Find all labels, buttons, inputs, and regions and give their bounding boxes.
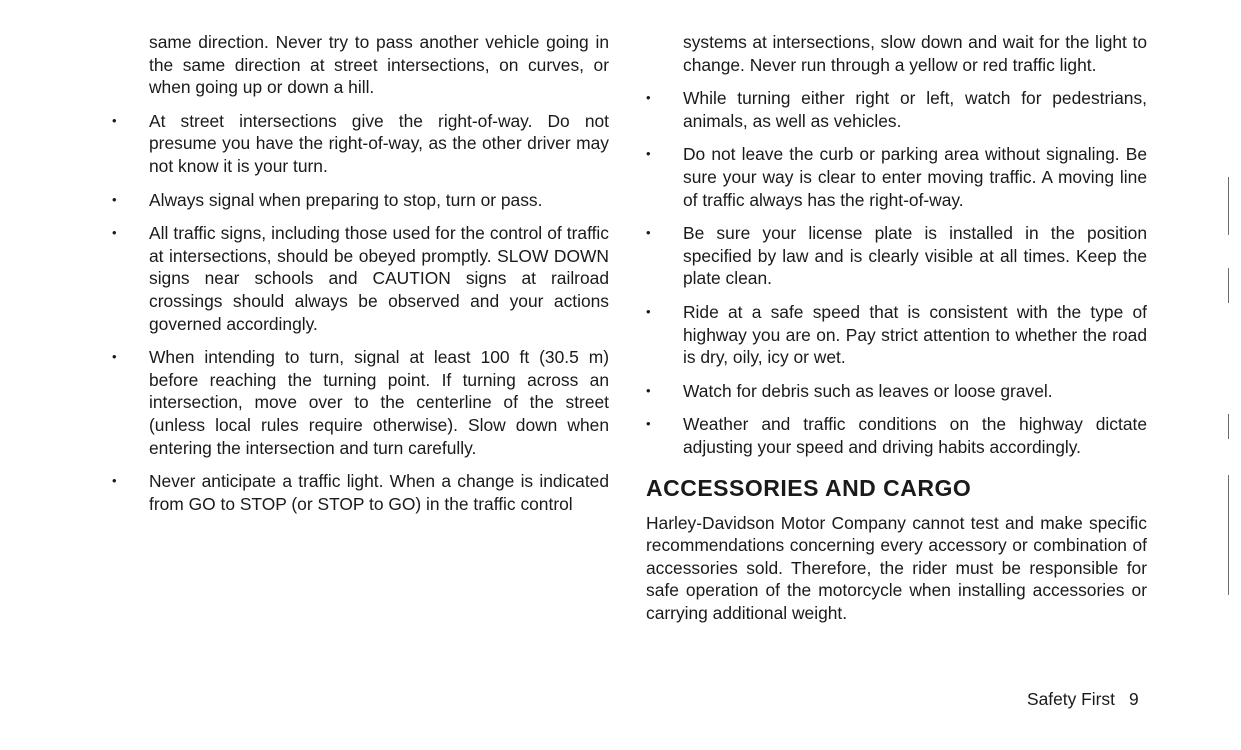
bullet-icon: • [646, 382, 651, 398]
list-item-text: Never anticipate a traffic light. When a change is indicated from GO to STOP (or STOP to GO) in the traffic control [149, 471, 609, 514]
list-item-text: Always signal when preparing to stop, turn or pass. [149, 189, 543, 210]
list-item-text: Do not leave the curb or parking area without signaling. Be sure your way is clear to enter moving traffic. A moving line of traffic always has the right-of-way. [683, 144, 1147, 210]
bullet-icon: • [112, 473, 117, 489]
section-heading: ACCESSORIES AND CARGO [646, 474, 972, 501]
list-item [646, 222, 1147, 290]
list-item-text: Be sure your license plate is installed in the position specified by law and is clearly visible at all times. Keep the plate clean. [683, 223, 1147, 289]
list-item [646, 87, 1147, 132]
bullet-icon: • [112, 225, 117, 241]
bullet-icon: • [646, 303, 651, 319]
bullet-icon: • [112, 349, 117, 365]
list-item-text: Ride at a safe speed that is consistent with the type of highway you are on. Pay strict attention to whether the road is dry, oily, icy or wet. [683, 301, 1147, 368]
bullet-icon: • [646, 225, 651, 241]
scan-artifact-line [1228, 268, 1229, 303]
list-item [112, 346, 609, 459]
list-item-text: Weather and traffic conditions on the highway dictate adjusting your speed and driving habits accordingly. [683, 414, 1147, 457]
page-footer [1027, 688, 1139, 711]
list-item [112, 470, 609, 515]
list-item-text: While turning either right or left, watch for pedestrians, animals, as well as vehicles. [683, 88, 1147, 131]
bullet-icon: • [646, 146, 651, 162]
list-item [646, 301, 1147, 369]
continued-paragraph: systems at intersections, slow down and wait for the light to change. Never run through a yellow or red traffic light. [683, 32, 1147, 75]
list-item [112, 110, 609, 178]
list-item [646, 143, 1147, 211]
page-number: 9 [1128, 689, 1139, 709]
bullet-icon: • [112, 112, 117, 128]
list-item [112, 189, 609, 212]
scan-artifact-line [1228, 475, 1229, 595]
list-item [646, 380, 1147, 403]
footer-section-title: Safety First [1027, 689, 1115, 709]
left-column [112, 31, 609, 515]
list-item [646, 413, 1147, 458]
continued-paragraph: same direction. Never try to pass another vehicle going in the same direction at street intersections, on curves, or when going up or down a hill. [149, 32, 609, 98]
list-item-text: At street intersections give the right-of-way. Do not presume you have the right-of-way, as the other driver may not know it is your turn. [149, 110, 609, 176]
scan-artifact-line [1228, 177, 1229, 235]
scan-artifact-line [1228, 414, 1229, 439]
bullet-icon: • [646, 90, 651, 106]
bullet-icon: • [112, 191, 117, 207]
bullet-icon: • [646, 416, 651, 432]
list-item-text: All traffic signs, including those used for the control of traffic at intersections, should be obeyed promptly. SLOW DOWN signs near schools and CAUTION signs at railroad crossings should always be observed and your actions governed accordingly. [149, 223, 609, 334]
list-item [112, 222, 609, 335]
list-item-text: Watch for debris such as leaves or loose gravel. [683, 380, 1053, 401]
right-column [646, 31, 1147, 624]
section-body: Harley-Davidson Motor Company cannot test and make specific recommendations concerning every accessory or combination of accessories sold. Therefore, the rider must be responsible for safe operation of the motorcycle when installing accessories or carrying additional weight. [646, 512, 1147, 623]
list-item-text: When intending to turn, signal at least 100 ft (30.5 m) before reaching the turning point. If turning across an intersection, move over to the centerline of the street (unless local rules require otherwise). Slow down when entering the intersection and turn carefully. [149, 347, 609, 458]
